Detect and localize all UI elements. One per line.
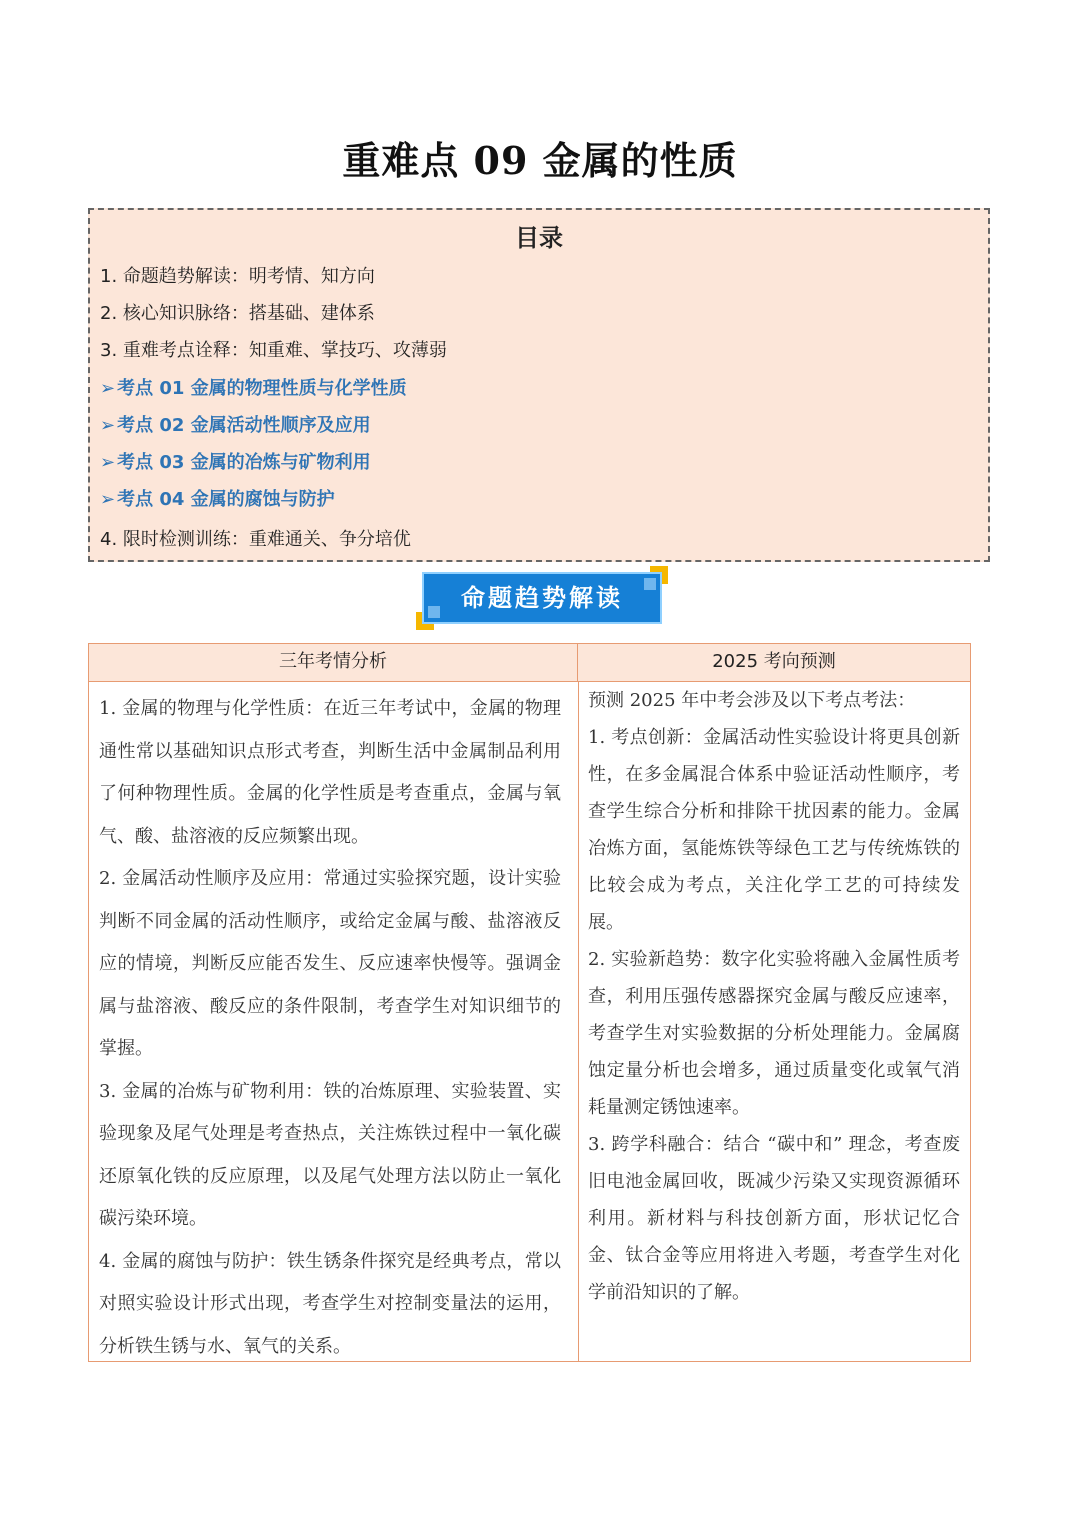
column-divider xyxy=(578,682,579,1361)
banner-label: 命题趋势解读 xyxy=(422,572,662,624)
paragraph: 预测 2025 年中考会涉及以下考点考法： xyxy=(588,690,916,711)
table-cell-left xyxy=(99,688,561,1368)
toc-item[interactable]: 2. 核心知识脉络：搭基础、建体系 xyxy=(100,303,375,324)
toc-kaodian-03[interactable]: ➢ 考点 03 金属的冶炼与矿物利用 xyxy=(100,452,371,473)
section-banner xyxy=(422,572,662,624)
paragraph: 2. 金属活动性顺序及应用：常通过实验探究题，设计实验判断不同金属的活动性顺序，或给定金属与酸、盐溶液反应的情境，判断反应能否发生、反应速率快慢等。强调金属与盐溶液、酸反应的条件限制，考查学生对知识细节的掌握。 xyxy=(99,868,561,1059)
decor-square-icon xyxy=(644,578,656,590)
table-header-left: 三年考情分析 xyxy=(89,644,578,682)
paragraph: 1. 考点创新：金属活动性实验设计将更具创新性，在多金属混合体系中验证活动性顺序，考查学生综合分析和排除干扰因素的能力。金属冶炼方面，氢能炼铁等绿色工艺与传统炼铁的比较会成为考点，关注化学工艺的可持续发展。 xyxy=(588,727,960,933)
paragraph: 3. 金属的冶炼与矿物利用：铁的冶炼原理、实验装置、实验现象及尾气处理是考查热点，关注炼铁过程中一氧化碳还原氧化铁的反应原理，以及尾气处理方法以防止一氧化碳污染环境。 xyxy=(99,1080,561,1229)
toc-item[interactable]: 1. 命题趋势解读：明考情、知方向 xyxy=(100,266,375,287)
table-header-right: 2025 考向预测 xyxy=(578,644,970,682)
arrow-icon: ➢ xyxy=(100,452,116,473)
paragraph: 1. 金属的物理与化学性质：在近三年考试中，金属的物理通性常以基础知识点形式考查，判断生活中金属制品利用了何种物理性质。金属的化学性质是考查重点，金属与氧气、酸、盐溶液的反应频繁出现。 xyxy=(99,698,561,847)
paragraph: 2. 实验新趋势：数字化实验将融入金属性质考查，利用压强传感器探究金属与酸反应速率，考查学生对实验数据的分析处理能力。金属腐蚀定量分析也会增多，通过质量变化或氧气消耗量测定锈蚀速率。 xyxy=(588,949,960,1118)
arrow-icon: ➢ xyxy=(100,489,116,510)
toc-item[interactable]: 3. 重难考点诠释：知重难、掌技巧、攻薄弱 xyxy=(100,340,447,361)
toc-kaodian-02[interactable]: ➢ 考点 02 金属活动性顺序及应用 xyxy=(100,415,371,436)
arrow-icon: ➢ xyxy=(100,415,116,436)
table-cell-right xyxy=(588,682,960,1311)
paragraph: 4. 金属的腐蚀与防护：铁生锈条件探究是经典考点，常以对照实验设计形式出现，考查学生对控制变量法的运用，分析铁生锈与水、氧气的关系。 xyxy=(99,1250,561,1357)
arrow-icon: ➢ xyxy=(100,378,116,399)
toc-item[interactable]: 4. 限时检测训练：重难通关、争分培优 xyxy=(100,529,411,550)
analysis-table xyxy=(88,643,971,1362)
toc-kaodian-01[interactable]: ➢ 考点 01 金属的物理性质与化学性质 xyxy=(100,378,407,399)
paragraph: 3. 跨学科融合：结合 “碳中和” 理念，考查废旧电池金属回收，既减少污染又实现资源循环利用。新材料与科技创新方面，形状记忆合金、钛合金等应用将进入考题，考查学生对化学前沿知识的了解。 xyxy=(588,1134,960,1303)
toc-heading: 目录 xyxy=(515,224,563,252)
page-title: 重难点 09 金属的性质 xyxy=(342,138,738,183)
decor-square-icon xyxy=(428,606,440,618)
toc-kaodian-04[interactable]: ➢ 考点 04 金属的腐蚀与防护 xyxy=(100,489,335,510)
table-of-contents xyxy=(88,208,990,562)
